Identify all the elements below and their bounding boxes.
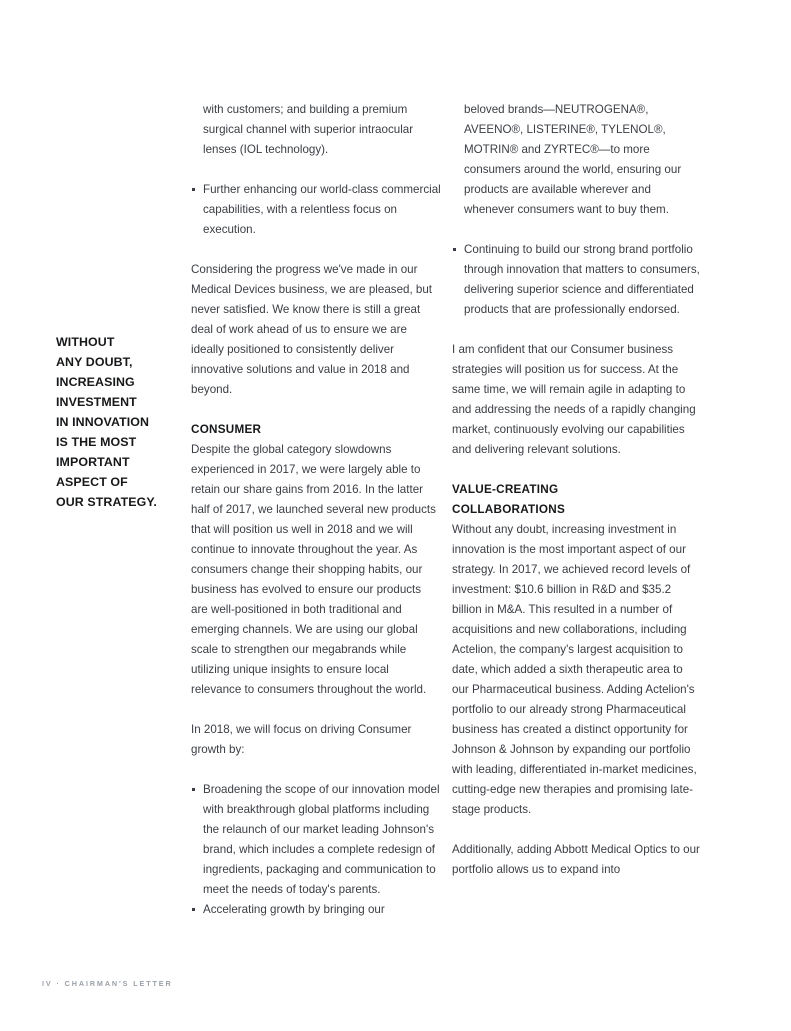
- pull-quote-line: INVESTMENT: [56, 395, 137, 409]
- section-heading-collaborations-line2: COLLABORATIONS: [452, 503, 566, 516]
- pull-quote-line: OUR STRATEGY.: [56, 495, 157, 509]
- list-item: Continuing to build our strong brand portfolio through innovation that matters to consumers, delivering superior science and differentiated products that are professionally endorsed.: [452, 240, 702, 320]
- paragraph-consumer: Despite the global category slowdowns experienced in 2017, we were largely able to retain our share gains from 2016. In the latter half of 2017, we launched several new products that will position us well in 2018 and we will continue to innovate throughout the year. As consumers change their shopping habits, our business has evolved to ensure our products are well-positioned in both traditional and emerging channels. We are using our global scale to strengthen our megabrands while utilizing unique insights to ensure local relevance to consumers throughout the world.: [191, 443, 436, 696]
- section-heading-collaborations-line1: VALUE-CREATING: [452, 483, 559, 496]
- paragraph-consumer-growth-intro: In 2018, we will focus on driving Consumer growth by:: [191, 723, 412, 756]
- paragraph-collaborations: Without any doubt, increasing investment in innovation is the most important aspect of our strategy. In 2017, we achieved record levels of investment: $10.6 billion in R&D and $35.2 billion in M&A. This resulted in a number of acquisitions and new collaborations, including Actelion, the company's largest acquisition to date, which added a sixth therapeutic area to our Pharmaceutical business. Adding Actelion's portfolio to our already strong Pharmaceutical business has created a distinct opportunity for Johnson & Johnson by expanding our portfolio with leading, differentiated in-market medicines, cutting-edge new therapies and promising late-stage products.: [452, 523, 697, 816]
- bullet-list-consumer-growth: [191, 780, 441, 920]
- page-footer: IV · CHAIRMAN'S LETTER: [42, 979, 173, 988]
- section-heading-consumer: CONSUMER: [191, 423, 262, 436]
- pull-quote-line: INCREASING: [56, 375, 135, 389]
- pull-quote-line: ANY DOUBT,: [56, 355, 133, 369]
- paragraph-consumer-confidence: I am confident that our Consumer business strategies will position us for success. At the same time, we will remain agile in adapting to and addressing the needs of a rapidly changing market, continuously evolving our capabilities and delivering relevant solutions.: [452, 343, 696, 456]
- bullet-list-medical-devices: [191, 180, 441, 240]
- pull-quote-line: IS THE MOST: [56, 435, 137, 449]
- paragraph-abbott-medical-optics: Additionally, adding Abbott Medical Optics to our portfolio allows us to expand into: [452, 843, 700, 876]
- text-column-left: [191, 100, 441, 920]
- paragraph-medical-devices: Considering the progress we've made in our Medical Devices business, we are pleased, but never satisfied. We know there is still a great deal of work ahead of us to ensure we are ideally positioned to consistently deliver innovative solutions and value in 2018 and beyond.: [191, 263, 433, 396]
- list-item: Broadening the scope of our innovation model with breakthrough global platforms including the relaunch of our market leading Johnson's brand, which includes a complete redesign of ingredients, packaging and communication to meet the needs of today's parents.: [191, 780, 441, 900]
- bullet-continuation-text: beloved brands—NEUTROGENA®, AVEENO®, LISTERINE®, TYLENOL®, MOTRIN® and ZYRTEC®—to more consumers around the world, ensuring our products are available wherever and whenever consumers want to buy them.: [464, 103, 682, 216]
- pull-quote-line: IMPORTANT: [56, 455, 130, 469]
- pull-quote-line: IN INNOVATION: [56, 415, 150, 429]
- list-item: Accelerating growth by bringing our: [191, 900, 441, 920]
- list-item: Further enhancing our world-class commercial capabilities, with a relentless focus on execution.: [191, 180, 441, 240]
- pull-quote-line: ASPECT OF: [56, 475, 128, 489]
- bullet-continuation-text: with customers; and building a premium surgical channel with superior intraocular lenses (IOL technology).: [203, 103, 414, 156]
- text-column-right: [452, 100, 702, 880]
- bullet-list-brand-portfolio: [452, 240, 702, 320]
- pull-quote: [56, 332, 186, 512]
- pull-quote-line: WITHOUT: [56, 335, 115, 349]
